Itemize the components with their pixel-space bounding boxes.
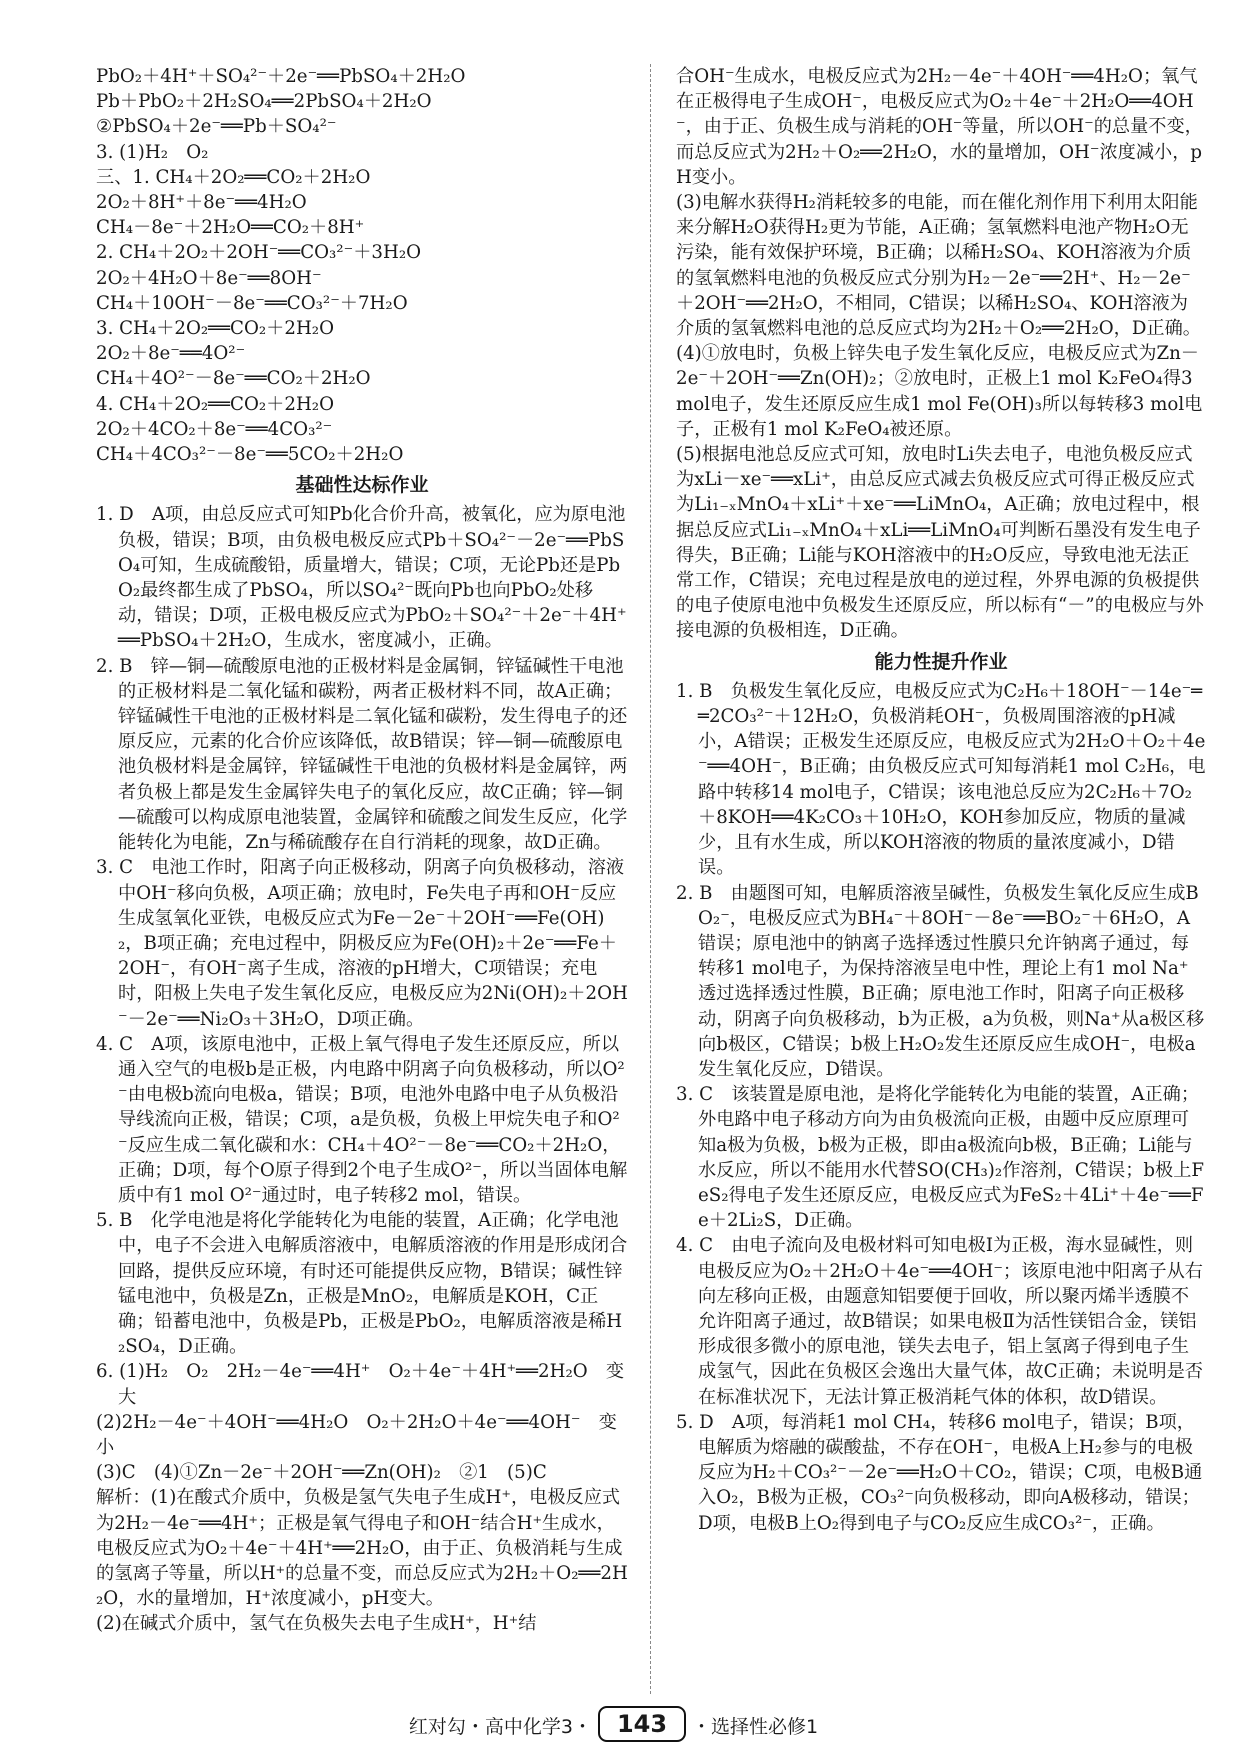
equation-line: 2O₂＋8e⁻══4O²⁻ [96,343,246,365]
footer-volume: ・选择性必修1 [692,1716,819,1738]
equation-line: 2O₂＋4H₂O＋8e⁻══8OH⁻ [96,267,322,289]
answer-item: 5. D A项，每消耗1 mol CH₄，转移6 mol电子，错误；B项，电解质为熔融的碳酸盐，不存在OH⁻，电极A上H₂参与的电极反应为H₂＋CO₃²⁻－2e⁻══H₂O＋CO₂，错误；C项，电极B通入O₂，B极为正极，CO₃²⁻向负极移动，即向A极移动，错误；D项，电极B上O₂得到电子与CO₂反应生成CO₃²⁻，正确。 [676,1411,1203,1534]
equation-line: 3. CH₄＋2O₂══CO₂＋2H₂O [96,318,335,340]
continued-explanation [676,64,1206,644]
answer-item: 3. C 电池工作时，阳离子向正极移动，阴离子向负极移动，溶液中OH⁻移向负极，A项正确；放电时，Fe失电子再和OH⁻反应生成氢氧化亚铁，电极反应式为Fe－2e⁻＋2OH⁻══Fe(OH)₂，B项正确；充电过程中，阴极反应为Fe(OH)₂＋2e⁻══Fe＋2OH⁻，有OH⁻离子生成，溶液的pH增大，C项错误；充电时，阳极上失电子发生氧化反应，电极反应为2Ni(OH)₂＋2OH⁻－2e⁻══Ni₂O₃＋3H₂O，D项正确。 [96,857,628,1030]
answer-item: 1. D A项，由总反应式可知Pb化合价升高，被氧化，应为原电池负极，错误；B项，由负极电极反应式Pb＋SO₄²⁻－2e⁻══PbSO₄可知，生成硫酸铅，质量增大，错误；C项，无论Pb还是PbO₂最终都生成了PbSO₄，所以SO₄²⁻既向Pb也向PbO₂处移动，错误；D项，正极电极反应式为PbO₂＋SO₄²⁻＋2e⁻＋4H⁺══PbSO₄＋2H₂O，生成水，密度减小，正确。 [96,504,627,652]
explanation-paragraph: (3)电解水获得H₂消耗较多的电能，而在催化剂作用下利用太阳能来分解H₂O获得H₂更为节能，A正确；氢氧燃料电池产物H₂O无污染，能有效保护环境，B正确；以稀H₂SO₄、KOH溶液为介质的氢氧燃料电池的负极反应式分别为H₂－2e⁻══2H⁺、H₂－2e⁻＋2OH⁻══2H₂O，不相同，C错误；以稀H₂SO₄、KOH溶液为介质的氢氧燃料电池的总反应式均为2H₂＋O₂══2H₂O，D正确。 [676,192,1201,340]
answer-subline: (2)2H₂－4e⁻＋4OH⁻══4H₂O O₂＋2H₂O＋4e⁻══4OH⁻ 变小 [96,1411,617,1458]
section-heading-advanced: 能力性提升作业 [874,650,1008,673]
answer-list-basic [96,502,628,1636]
section-heading-basic: 基础性达标作业 [295,474,429,497]
answer-item: 3. C 该装置是原电池，是将化学能转化为电能的装置，A正确；外电路中电子移动方向为由负极流向正极，由题中反应原理可知a极为负极，b极为正极，即由a极流向b极，B正确；Li能与水反应，所以不能用水代替SO(CH₃)₂作溶剂，C错误；b极上FeS₂得电子发生还原反应，电极反应式为FeS₂＋4Li⁺＋4e⁻══Fe＋2Li₂S，D正确。 [676,1084,1205,1232]
answer-subline: (3)C (4)①Zn－2e⁻＋2OH⁻══Zn(OH)₂ ②1 (5)C [96,1462,547,1484]
explanation-paragraph: 合OH⁻生成水，电极反应式为2H₂－4e⁻＋4OH⁻══4H₂O；氧气在正极得电子生成OH⁻，电极反应式为O₂＋4e⁻＋2H₂O══4OH⁻，由于正、负极生成与消耗的OH⁻等量，所以OH⁻的总量不变，而总反应式为2H₂＋O₂══2H₂O，水的量增加，OH⁻浓度减小，pH变小。 [676,66,1203,188]
equation-line: CH₄＋10OH⁻－8e⁻══CO₃²⁻＋7H₂O [96,292,408,314]
answer-item: 1. B 负极发生氧化反应，电极反应式为C₂H₆＋18OH⁻－14e⁻══2CO₃²⁻＋12H₂O，负极消耗OH⁻，负极周围溶液的pH减小，A错误；正极发生还原反应，电极反应式为2H₂O＋O₂＋4e⁻══4OH⁻，B正确；由负极反应式可知每消耗1 mol C₂H₆，电路中转移14 mol电子，C错误；该电池总反应为2C₂H₆＋7O₂＋8KOH══4K₂CO₃＋10H₂O，KOH参加反应，物质的量减少，且有水生成，所以KOH溶液的物质的量浓度减小，D错误。 [676,680,1206,879]
answer-item: 4. C 由电子流向及电极材料可知电极Ⅰ为正极，海水显碱性，则电极反应为O₂＋2H₂O＋4e⁻══4OH⁻；该原电池中阳离子从右向左移向正极，由题意知铝要便于回收，所以聚丙烯半透膜不允许阳离子通过，故B错误；如果电极Ⅱ为活性镁铝合金，镁铝形成很多微小的原电池，镁失去电子，铝上氢离子得到电子生成氢气，因此在负极区会逸出大量气体，故C正确；未说明是否在标准状况下，无法计算正极消耗气体的体积，故D错误。 [676,1235,1203,1408]
column-divider [650,64,651,1694]
answer-item: 2. B 由题图可知，电解质溶液呈碱性，负极发生氧化反应生成BO₂⁻，电极反应式为BH₄⁻＋8OH⁻－8e⁻══BO₂⁻＋6H₂O，A错误；原电池中的钠离子选择透过性膜只允许钠离子通过，每转移1 mol电子，为保持溶液呈电中性，理论上有1 mol Na⁺透过选择透过性膜，B正确；原电池工作时，阳离子向正极移动，阴离子向负极移动，b为正极，a为负极，则Na⁺从a极区移向b极区，C错误；b极上H₂O₂发生还原反应生成OH⁻，电极a发生氧化反应，D错误。 [676,882,1205,1080]
footer-book-title: 红对勾・高中化学3・ [408,1716,592,1738]
page-number: 143 [598,1706,686,1742]
equation-line: CH₄＋4CO₃²⁻－8e⁻══5CO₂＋2H₂O [96,444,404,466]
equation-line: 2O₂＋8H⁺＋8e⁻══4H₂O [96,192,307,214]
answer-item: 4. C A项，该原电池中，正极上氧气得电子发生还原反应，所以通入空气的电极b是正极，内电路中阴离子向负极移动，所以O²⁻由电极b流向电极a，错误；B项，电池外电路中电子从负极沿导线流向正极，错误；C项，a是负极，负极上甲烷失电子和O²⁻反应生成二氧化碳和水：CH₄＋4O²⁻－8e⁻══CO₂＋2H₂O，正确；D项，每个O原子得到2个电子生成O²⁻，所以当固体电解质中有1 mol O²⁻通过时，电子转移2 mol，错误。 [96,1033,628,1206]
equation-line: ②PbSO₄＋2e⁻══Pb＋SO₄²⁻ [96,116,337,138]
answer-explanation: 解析：(1)在酸式介质中，负极是氢气失电子生成H⁺，电极反应式为2H₂－4e⁻══4H⁺；正极是氧气得电子和OH⁻结合H⁺生成水，电极反应式为O₂＋4e⁻＋4H⁺══2H₂O，由于正、负极消耗与生成的氢离子等量，所以H⁺的总量不变，而总反应式为2H₂＋O₂══2H₂O，水的量增加，H⁺浓度减小，pH变大。 [96,1487,628,1610]
answer-item: 6. (1)H₂ O₂ 2H₂－4e⁻══4H⁺ O₂＋4e⁻＋4H⁺══2H₂O 变大 [96,1361,625,1408]
intro-equations [96,64,628,467]
equation-line: PbO₂＋4H⁺＋SO₄²⁻＋2e⁻══PbSO₄＋2H₂O [96,66,466,87]
explanation-paragraph: (4)①放电时，负极上锌失电子发生氧化反应，电极反应式为Zn－2e⁻＋2OH⁻══Zn(OH)₂；②放电时，正极上1 mol K₂FeO₄得3 mol电子，发生还原反应生成1 mol Fe(OH)₃所以每转移3 mol电子，正极有1 mol K₂FeO₄被还原。 [676,343,1203,440]
answer-item: 2. B 锌—铜—硫酸原电池的正极材料是金属铜，锌锰碱性干电池的正极材料是二氧化锰和碳粉，两者正极材料不同，故A正确；锌锰碱性干电池的正极材料是二氧化锰和碳粉，发生得电子的还原反应，元素的化合价应该降低，故B错误；锌—铜—硫酸原电池负极材料是金属锌，锌锰碱性干电池的负极材料是金属锌，两者负极上都是发生金属锌失电子的氧化反应，故C正确；锌—铜—硫酸可以构成原电池装置，金属锌和硫酸之间发生反应，化学能转化为电能，Zn与稀硫酸存在自行消耗的现象，故D正确。 [96,655,628,854]
answer-list-advanced [676,679,1206,1536]
answer-item: 5. B 化学电池是将化学能转化为电能的装置，A正确；化学电池中，电子不会进入电解质溶液中，电解质溶液的作用是形成闭合回路，提供反应环境，有时还可能提供反应物，B错误；碱性锌锰电池中，负极是Zn，正极是MnO₂，电解质是KOH，C正确；铅蓄电池中，负极是Pb，正极是PbO₂，电解质溶液是稀H₂SO₄，D正确。 [96,1210,628,1358]
equation-line: CH₄－8e⁻＋2H₂O══CO₂＋8H⁺ [96,217,365,239]
equation-line: 3. (1)H₂ O₂ [96,141,209,163]
answer-explanation: (2)在碱式介质中，氢气在负极失去电子生成H⁺，H⁺结 [96,1613,537,1635]
equation-line: 2O₂＋4CO₂＋8e⁻══4CO₃²⁻ [96,418,333,440]
equation-line: CH₄＋4O²⁻－8e⁻══CO₂＋2H₂O [96,368,371,390]
right-column [676,64,1206,1536]
equation-line: 4. CH₄＋2O₂══CO₂＋2H₂O [96,393,335,415]
explanation-paragraph: (5)根据电池总反应式可知，放电时Li失去电子，电池负极反应式为xLi－xe⁻══xLi⁺，由总反应式减去负极反应式可得正极反应式为Li₁₋ₓMnO₄＋xLi⁺＋xe⁻══LiMnO₄，A正确；放电过程中，根据总反应式Li₁₋ₓMnO₄＋xLi══LiMnO₄可判断石墨没有发生电子得失，B正确；Li能与KOH溶液中的H₂O反应，导致电池无法正常工作，C错误；充电过程是放电的逆过程，外界电源的负极提供的电子使原电池中负极发生还原反应，所以标有“－”的电极应与外接电源的负极相连，D正确。 [676,444,1204,642]
left-column [96,64,628,1637]
equation-line: 三、1. CH₄＋2O₂══CO₂＋2H₂O [96,166,371,188]
equation-line: 2. CH₄＋2O₂＋2OH⁻══CO₃²⁻＋3H₂O [96,242,422,264]
page-footer [0,1706,1250,1740]
equation-line: Pb＋PbO₂＋2H₂SO₄══2PbSO₄＋2H₂O [96,91,432,113]
